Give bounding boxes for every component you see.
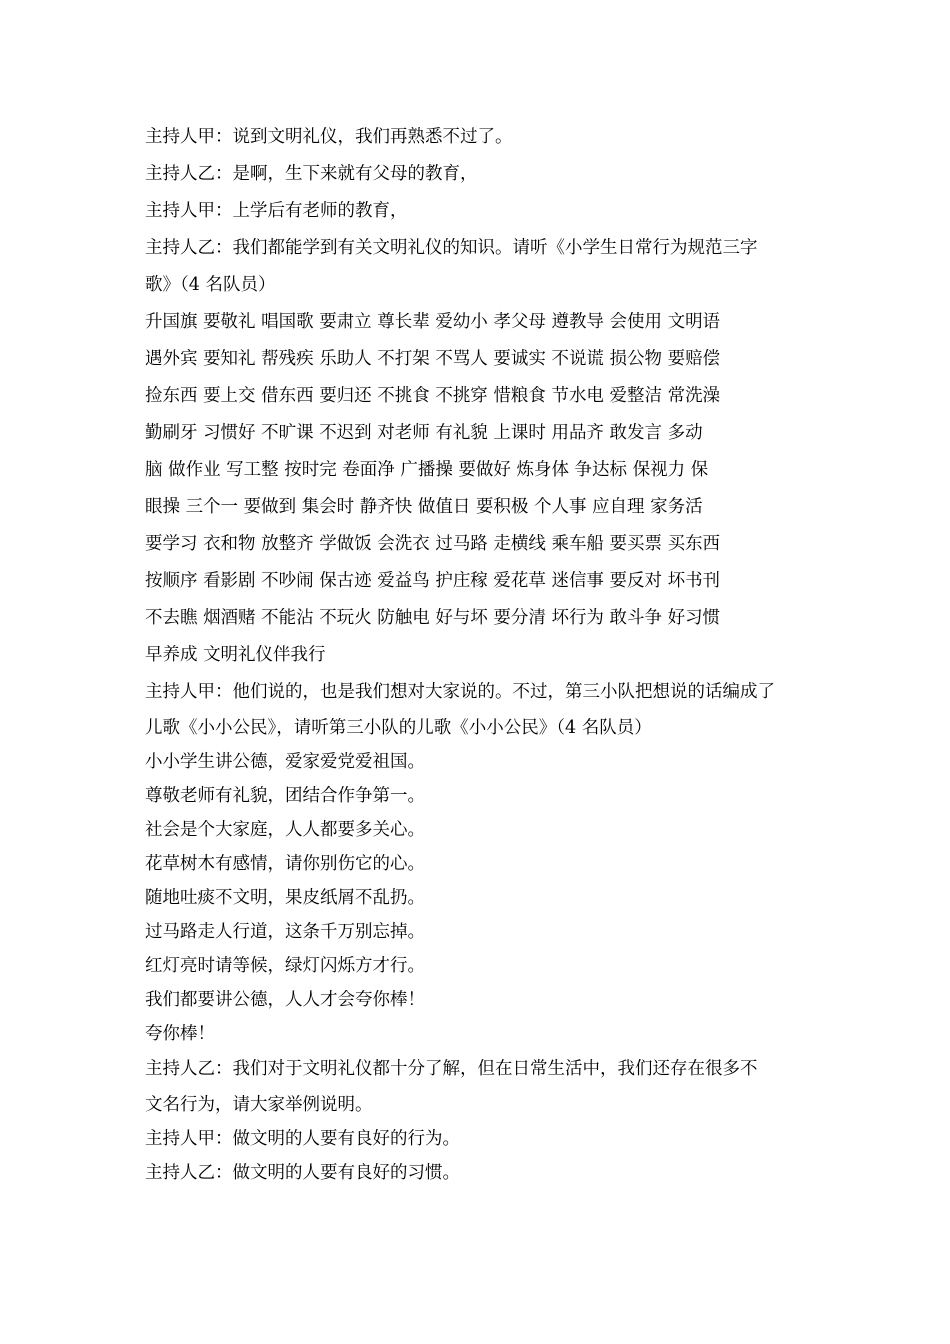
rhyme-line: 早养成 文明礼仪伴我行 [145, 645, 326, 665]
dialogue-line: 主持人乙：是啊，生下来就有父母的教育， [145, 164, 478, 184]
poem-line: 我们都要讲公德，人人才会夸你棒！ [145, 990, 425, 1010]
poem-line: 红灯亮时请等候，绿灯闪烁方才行。 [145, 956, 425, 976]
dialogue-line: 文名行为，请大家举例说明。 [145, 1095, 373, 1115]
poem-line: 夸你棒！ [145, 1024, 215, 1044]
dialogue-line: 主持人乙：我们都能学到有关文明礼仪的知识。请听《小学生日常行为规范三字 [145, 238, 758, 258]
dialogue-line: 主持人乙：做文明的人要有良好的习惯。 [145, 1163, 460, 1183]
document-body [145, 119, 815, 1190]
dialogue-line: 主持人乙：我们对于文明礼仪都十分了解，但在日常生活中，我们还存在很多不 [145, 1059, 758, 1079]
rhyme-line: 眼操 三个一 要做到 集会时 静齐快 做值日 要积极 个人事 应自理 家务活 [145, 497, 703, 517]
rhyme-line: 升国旗 要敬礼 唱国歌 要肃立 尊长辈 爱幼小 孝父母 遵教导 会使用 文明语 [145, 312, 721, 332]
poem-line: 过马路走人行道，这条千万别忘掉。 [145, 922, 425, 942]
dialogue-line: 歌》（4 名队员） [145, 275, 276, 295]
dialogue-line: 主持人甲：说到文明礼仪，我们再熟悉不过了。 [145, 127, 513, 147]
poem-line: 社会是个大家庭，人人都要多关心。 [145, 820, 425, 840]
rhyme-line: 捡东西 要上交 借东西 要归还 不挑食 不挑穿 惜粮食 节水电 爱整洁 常洗澡 [145, 386, 721, 406]
poem-line: 花草树木有感情，请你别伤它的心。 [145, 854, 425, 874]
poem-line: 尊敬老师有礼貌，团结合作争第一。 [145, 786, 425, 806]
rhyme-line: 遇外宾 要知礼 帮残疾 乐助人 不打架 不骂人 要诚实 不说谎 损公物 要赔偿 [145, 349, 721, 369]
dialogue-line: 主持人甲：他们说的，也是我们想对大家说的。不过，第三小队把想说的话编成了 [145, 682, 775, 702]
rhyme-line: 不去瞧 烟酒赌 不能沾 不玩火 防触电 好与坏 要分清 坏行为 敢斗争 好习惯 [145, 608, 721, 628]
rhyme-line: 脑 做作业 写工整 按时完 卷面净 广播操 要做好 炼身体 争达标 保视力 保 [145, 460, 709, 480]
poem-line: 随地吐痰不文明，果皮纸屑不乱扔。 [145, 888, 425, 908]
poem-line: 小小学生讲公德，爱家爱党爱祖国。 [145, 752, 425, 772]
dialogue-line: 主持人甲：做文明的人要有良好的行为。 [145, 1129, 460, 1149]
rhyme-line: 要学习 衣和物 放整齐 学做饭 会洗衣 过马路 走横线 乘车船 要买票 买东西 [145, 534, 721, 554]
dialogue-line: 儿歌《小小公民》，请听第三小队的儿歌《小小公民》（4 名队员） [145, 718, 652, 738]
rhyme-line: 勤刷牙 习惯好 不旷课 不迟到 对老师 有礼貌 上课时 用品齐 敢发言 多动 [145, 423, 703, 443]
dialogue-line: 主持人甲：上学后有老师的教育， [145, 201, 408, 221]
rhyme-line: 按顺序 看影剧 不吵闹 保古迹 爱益鸟 护庄稼 爱花草 迷信事 要反对 坏书刊 [145, 571, 721, 591]
